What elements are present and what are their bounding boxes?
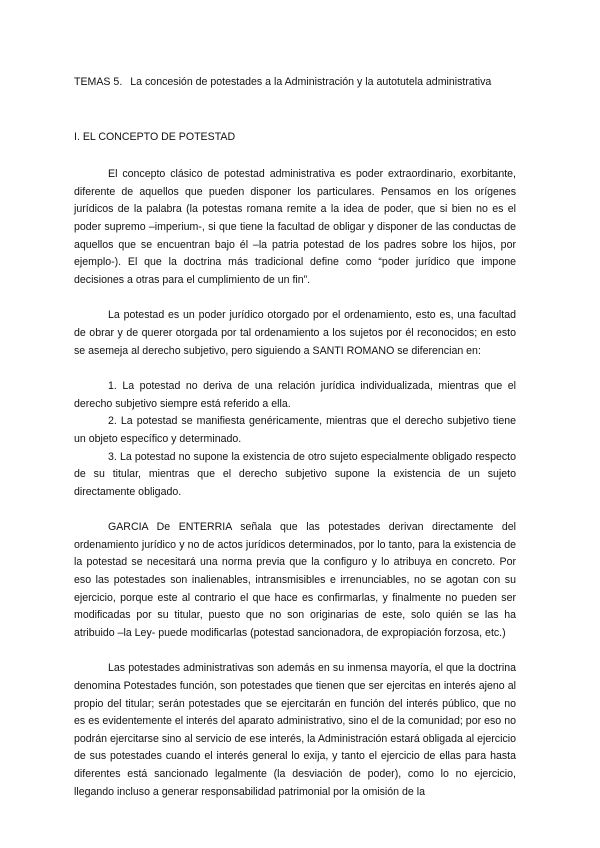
paragraph-3: GARCIA De ENTERRIA señala que las potestades derivan directamente del ordenamiento jurídico y no de actos jurídicos determinados, por lo tanto, para la existencia de la potestad se necesitará una norma previa que la configuro y lo atribuya en concreto. Por eso las potestades son inalienables, intransmisibles e irrenunciables, no se agotan con su ejercicio, porque este al contrario el que hace es confirmarlas, y finalmente no pueden ser modificadas por su titular, puesto que no son originarias de este, solo quién se las ha atribuido –la Ley- puede modificarlas (potestad sancionadora, de expropiación forzosa, etc.) — [74, 521, 516, 639]
differences-list — [74, 378, 516, 501]
paragraph-4: Las potestades administrativas son además en su inmensa mayoría, el que la doctrina denomina Potestades función, son potestades que tienen que ser ejercitas en interés ajeno al propio del titular; serán potestades que se ejercitarán en función del interés público, que no es es evidentemente el interés del aparato administrativo, sino el de la comunidad; por eso no podrán ejercitarse sino al servicio de ese interés, la Administración estará obligada al ejercicio de sus potestades cuando el interés general lo exija, y tanto el ejercicio de ellas para hasta diferentes está sancionado legalmente (la desviación de poder), como lo no ejercicio, llegando incluso a generar responsabilidad patrimonial por la omisión de la — [74, 662, 516, 798]
paragraph-2: La potestad es un poder jurídico otorgado por el ordenamiento, esto es, una facultad de obrar y de querer otorgada por tal ordenamiento a los sujetos por él reconocidos; en esto se asemeja al derecho subjetivo, pero siguiendo a SANTI ROMANO se diferencian en: — [74, 309, 516, 357]
list-item-1: 1. La potestad no deriva de una relación jurídica individualizada, mientras que el derecho subjetivo siempre está referido a ella. — [74, 380, 516, 410]
list-item-2: 2. La potestad se manifiesta genéricamente, mientras que el derecho subjetivo tiene un objeto específico y determinado. — [74, 415, 516, 445]
list-item-3: 3. La potestad no supone la existencia de otro sujeto especialmente obligado respecto de su titular, mientras que el derecho subjetivo supone la existencia de un sujeto directamente obligado. — [74, 450, 516, 498]
paragraph-1: El concepto clásico de potestad administrativa es poder extraordinario, exorbitante, diferente de aquellos que pueden disponer los particulares. Pensamos en los orígenes jurídicos de la palabra (la potestas romana remite a la idea de poder, que si bien no es el poder supremo –imperium-, si que tiene la facultad de obligar y disponer de las conductas de aquellos que se encuentran bajo él –la patria potestad de los padres sobre los hijos, por ejemplo-). El que la doctrina más tradicional define como “poder jurídico que impone decisiones a otras para el cumplimiento de un fin”. — [74, 168, 516, 286]
section-heading: I. EL CONCEPTO DE POTESTAD — [74, 130, 236, 143]
document-title — [74, 74, 516, 92]
title-text: La concesión de potestades a la Administración y la autotutela administrativa — [130, 76, 492, 88]
title-number: TEMAS 5. — [74, 76, 123, 88]
